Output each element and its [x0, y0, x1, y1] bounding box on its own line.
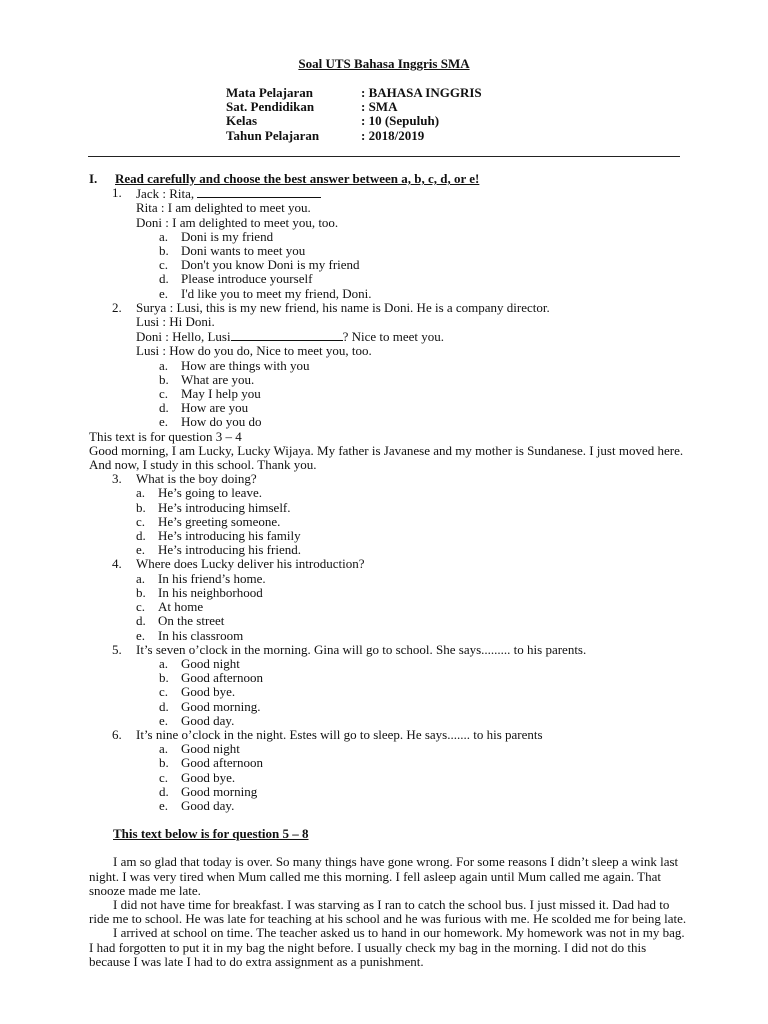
option-item: [89, 543, 689, 557]
question-number: 6.: [112, 726, 122, 742]
option-letter: c.: [136, 599, 146, 615]
option-item: [89, 671, 689, 685]
option-text: He’s going to leave.: [158, 485, 262, 501]
option-item: [89, 501, 689, 515]
option-text: May I help you: [181, 386, 261, 402]
option-item: [89, 614, 689, 628]
dialogue-text: Doni : Hello, Lusi: [136, 329, 231, 345]
option-item: [89, 600, 689, 614]
option-item: [89, 685, 689, 699]
option-item: [89, 700, 689, 714]
option-text: Good morning.: [181, 698, 261, 714]
option-text: In his neighborhood: [158, 584, 263, 600]
option-letter: c.: [159, 684, 169, 700]
option-letter: b.: [136, 584, 146, 600]
option-text: Doni is my friend: [181, 228, 274, 244]
exam-info: [226, 86, 482, 143]
option-item: [89, 415, 689, 429]
info-value: : 2018/2019: [361, 127, 425, 143]
option-text: Good bye.: [181, 769, 236, 785]
option-item: [89, 657, 689, 671]
question-number: 2.: [112, 299, 122, 315]
option-item: [89, 799, 689, 813]
option-letter: e.: [159, 712, 169, 728]
option-item: [89, 401, 689, 415]
option-text: What are you.: [181, 371, 255, 387]
option-letter: b.: [159, 670, 169, 686]
option-text: He’s introducing his friend.: [158, 542, 301, 558]
option-text: Good bye.: [181, 684, 236, 700]
option-letter: d.: [159, 783, 169, 799]
option-letter: c.: [136, 513, 146, 529]
info-value: : SMA: [361, 99, 398, 115]
option-text: Good afternoon: [181, 755, 263, 771]
info-label: Mata Pelajaran: [226, 85, 314, 100]
option-item: [89, 272, 689, 286]
option-text: On the street: [158, 613, 225, 629]
option-item: [89, 771, 689, 785]
info-row-school-level: [226, 100, 482, 114]
option-item: [89, 287, 689, 301]
option-letter: e.: [136, 627, 146, 643]
option-letter: a.: [159, 741, 169, 757]
answer-blank: [197, 186, 321, 198]
info-row-class: [226, 114, 482, 128]
option-text: He’s greeting someone.: [158, 513, 281, 529]
option-text: At home: [158, 599, 204, 615]
info-row-year: [226, 129, 482, 143]
option-text: Good afternoon: [181, 670, 263, 686]
option-item: [89, 515, 689, 529]
option-text: Good day.: [181, 797, 235, 813]
horizontal-divider: [88, 156, 680, 157]
option-item: [89, 714, 689, 728]
option-item: [89, 359, 689, 373]
option-item: [89, 785, 689, 799]
option-letter: b.: [159, 755, 169, 771]
option-letter: a.: [159, 228, 169, 244]
document-title: Soal UTS Bahasa Inggris SMA: [298, 56, 470, 71]
option-text: Don't you know Doni is my friend: [181, 257, 360, 273]
passage-paragraph: I arrived at school on time. The teacher asked us to hand in our homework. My homework was not in my bag. I had forgotten to put it in my bag the night before. I usually check my bag in the morning. I did not do this because I was late I had to do extra assignment as a punishment.: [89, 925, 685, 969]
info-label: Sat. Pendidikan: [226, 99, 315, 115]
question-stem: What is the boy doing?: [136, 471, 257, 487]
option-letter: d.: [159, 400, 169, 416]
option-text: I'd like you to meet my friend, Doni.: [181, 285, 372, 301]
question-4: [89, 557, 689, 571]
option-letter: b.: [159, 371, 169, 387]
option-letter: a.: [159, 655, 169, 671]
option-text: He’s introducing his family: [158, 528, 301, 544]
option-text: In his classroom: [158, 627, 244, 643]
option-text: In his friend’s home.: [158, 570, 266, 586]
option-item: [89, 244, 689, 258]
passage-intro: This text is for question 3 – 4: [89, 428, 242, 444]
option-text: Doni wants to meet you: [181, 243, 306, 259]
dialogue-text: ? Nice to meet you.: [342, 329, 445, 345]
info-label: Kelas: [226, 113, 258, 129]
question-number: 3.: [112, 471, 122, 487]
option-letter: e.: [136, 542, 146, 558]
option-item: [89, 230, 689, 244]
option-text: How are you: [181, 400, 249, 416]
option-letter: e.: [159, 285, 169, 301]
option-letter: d.: [159, 698, 169, 714]
option-text: Good night: [181, 655, 240, 671]
option-letter: e.: [159, 797, 169, 813]
option-letter: c.: [159, 769, 169, 785]
question-stem: Surya : Lusi, this is my new friend, his name is Doni. He is a company director.: [136, 299, 550, 315]
question-number: 4.: [112, 556, 122, 572]
question-2: [89, 301, 689, 315]
passage-paragraph: I am so glad that today is over. So many things have gone wrong. For some reasons I didn’t sleep a wink last night. I was very tired when Mum called me this morning. I fell asleep again until Mum called me again. That snooze made me late.: [89, 854, 679, 898]
section-heading: [89, 172, 689, 186]
option-item: [89, 586, 689, 600]
option-text: How do you do: [181, 414, 262, 430]
question-text: Jack : Rita,: [136, 186, 198, 202]
question-5: [89, 643, 689, 657]
question-6: [89, 728, 689, 742]
option-item: [89, 258, 689, 272]
option-letter: a.: [159, 357, 169, 373]
option-item: [89, 629, 689, 643]
question-number: 5.: [112, 641, 122, 657]
option-item: [89, 742, 689, 756]
option-letter: d.: [159, 271, 169, 287]
option-letter: a.: [136, 485, 146, 501]
question-stem: [136, 186, 321, 201]
dialogue-line: [89, 329, 689, 344]
dialogue-line: Lusi : Hi Doni.: [136, 314, 215, 330]
dialogue-line: Lusi : How do you do, Nice to meet you, too.: [136, 343, 372, 359]
option-item: [89, 529, 689, 543]
answer-blank: [231, 329, 343, 341]
question-stem: It’s nine o’clock in the night. Estes will go to sleep. He says....... to his parents: [136, 726, 543, 742]
option-text: He’s introducing himself.: [158, 499, 291, 515]
section-title: Read carefully and choose the best answer between a, b, c, d, or e!: [115, 171, 480, 186]
section-number: I.: [89, 171, 98, 186]
option-text: How are things with you: [181, 357, 310, 373]
option-letter: e.: [159, 414, 169, 430]
option-letter: a.: [136, 570, 146, 586]
exam-content: [89, 172, 689, 969]
option-letter: b.: [159, 243, 169, 259]
passage-text: Good morning, I am Lucky, Lucky Wijaya. My father is Javanese and my mother is Sundanese. I just moved here. And now, I study in this school. Thank you.: [89, 442, 684, 473]
info-row-subject: [226, 86, 482, 100]
passage-heading: This text below is for question 5 – 8: [113, 826, 309, 842]
dialogue-line: Rita : I am delighted to meet you.: [136, 200, 311, 216]
option-item: [89, 572, 689, 586]
passage-paragraph: I did not have time for breakfast. I was starving as I ran to catch the school bus. I just missed it. Dad had to ride me to school. He was late for teaching at his school and he was furious with me. He scolded me for being late.: [89, 896, 687, 927]
option-item: [89, 756, 689, 770]
question-number: 1.: [112, 185, 122, 201]
option-text: Good day.: [181, 712, 235, 728]
option-letter: d.: [136, 613, 146, 629]
dialogue-line: Doni : I am delighted to meet you, too.: [136, 214, 339, 230]
option-item: [89, 387, 689, 401]
info-value: : BAHASA INGGRIS: [361, 85, 482, 100]
option-letter: d.: [136, 528, 146, 544]
option-item: [89, 373, 689, 387]
option-letter: c.: [159, 257, 169, 273]
question-1: [89, 186, 689, 201]
question-3: [89, 472, 689, 486]
info-label: Tahun Pelajaran: [226, 127, 320, 143]
info-value: : 10 (Sepuluh): [361, 113, 440, 129]
option-letter: b.: [136, 499, 146, 515]
option-item: [89, 486, 689, 500]
option-text: Good night: [181, 741, 240, 757]
option-letter: c.: [159, 386, 169, 402]
question-stem: Where does Lucky deliver his introduction?: [136, 556, 365, 572]
question-stem: It’s seven o’clock in the morning. Gina will go to school. She says......... to his parents.: [136, 641, 587, 657]
option-text: Please introduce yourself: [181, 271, 313, 287]
option-text: Good morning: [181, 783, 258, 799]
